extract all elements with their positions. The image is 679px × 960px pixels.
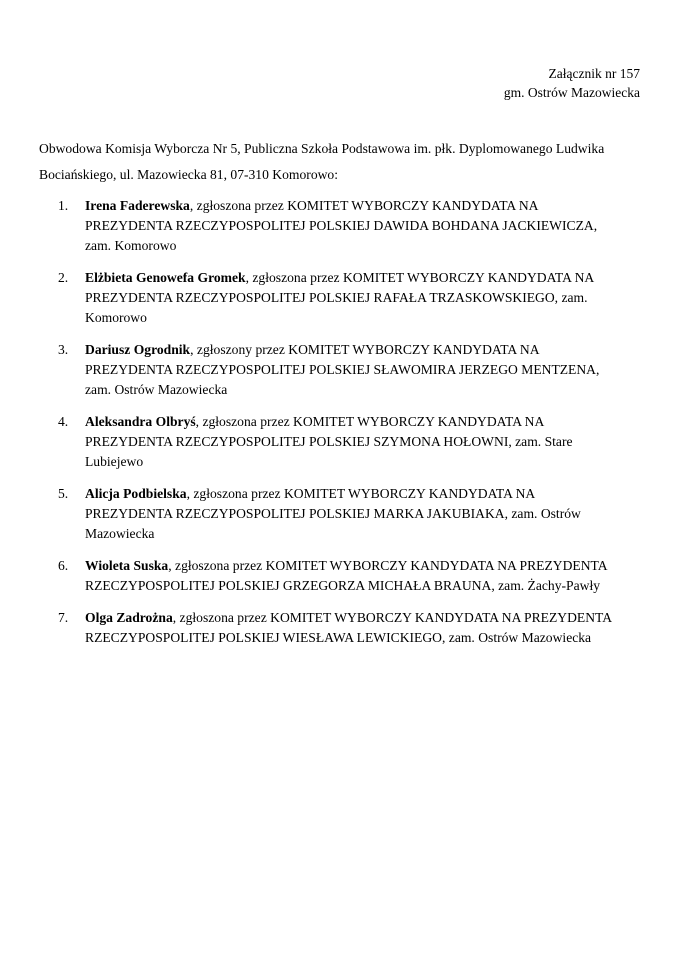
- list-item-number: 5.: [58, 486, 69, 501]
- candidate-details: , zgłoszona przez KOMITET WYBORCZY KANDYDATA NA PREZYDENTA RZECZYPOSPOLITEJ POLSKIEJ MARKA JAKUBIAKA, zam. Ostrów Mazowiecka: [85, 486, 581, 541]
- candidate-name: Aleksandra Olbryś: [85, 414, 196, 429]
- candidate-details: , zgłoszony przez KOMITET WYBORCZY KANDYDATA NA PREZYDENTA RZECZYPOSPOLITEJ POLSKIEJ SŁAWOMIRA JERZEGO MENTZENA, zam. Ostrów Mazowiecka: [85, 342, 600, 397]
- commission-intro-paragraph: Obwodowa Komisja Wyborcza Nr 5, Publiczna Szkoła Podstawowa im. płk. Dyplomowanego Ludwika Bociańskiego, ul. Mazowiecka 81, 07-310 Komorowo:: [39, 140, 605, 182]
- list-item: [39, 556, 619, 596]
- candidate-details: , zgłoszona przez KOMITET WYBORCZY KANDYDATA NA PREZYDENTA RZECZYPOSPOLITEJ POLSKIEJ DAWIDA BOHDANA JACKIEWICZA, zam. Komorowo: [85, 198, 598, 253]
- list-item: [39, 484, 619, 544]
- candidate-details: , zgłoszona przez KOMITET WYBORCZY KANDYDATA NA PREZYDENTA RZECZYPOSPOLITEJ POLSKIEJ RAFAŁA TRZASKOWSKIEGO, zam. Komorowo: [85, 270, 594, 325]
- candidate-name: Dariusz Ogrodnik: [85, 342, 191, 357]
- list-item: [39, 340, 619, 400]
- list-item-number: 6.: [58, 558, 69, 573]
- list-item: [39, 268, 619, 328]
- candidate-details: , zgłoszona przez KOMITET WYBORCZY KANDYDATA NA PREZYDENTA RZECZYPOSPOLITEJ POLSKIEJ GRZEGORZA MICHAŁA BRAUNA, zam. Żachy-Pawły: [85, 558, 607, 593]
- candidate-name: Alicja Podbielska: [85, 486, 187, 501]
- list-item-number: 4.: [58, 414, 69, 429]
- list-item-number: 7.: [58, 610, 69, 625]
- list-item-number: 2.: [58, 270, 69, 285]
- list-item: [39, 196, 619, 256]
- list-item: [39, 608, 619, 648]
- candidate-name: Wioleta Suska: [85, 558, 169, 573]
- candidate-list: [39, 196, 619, 648]
- candidate-name: Elżbieta Genowefa Gromek: [85, 270, 246, 285]
- candidate-details: , zgłoszona przez KOMITET WYBORCZY KANDYDATA NA PREZYDENTA RZECZYPOSPOLITEJ POLSKIEJ WIESŁAWA LEWICKIEGO, zam. Ostrów Mazowiecka: [85, 610, 612, 645]
- attachment-number: Załącznik nr 157: [548, 66, 640, 81]
- document-header: [220, 64, 640, 102]
- list-item: [39, 412, 619, 472]
- candidate-name: Irena Faderewska: [85, 198, 190, 213]
- list-item-number: 1.: [58, 198, 69, 213]
- candidate-details: , zgłoszona przez KOMITET WYBORCZY KANDYDATA NA PREZYDENTA RZECZYPOSPOLITEJ POLSKIEJ SZYMONA HOŁOWNI, zam. Stare Lubiejewo: [85, 414, 573, 469]
- list-item-number: 3.: [58, 342, 69, 357]
- municipality-name: gm. Ostrów Mazowiecka: [503, 85, 640, 100]
- candidate-name: Olga Zadrożna: [85, 610, 173, 625]
